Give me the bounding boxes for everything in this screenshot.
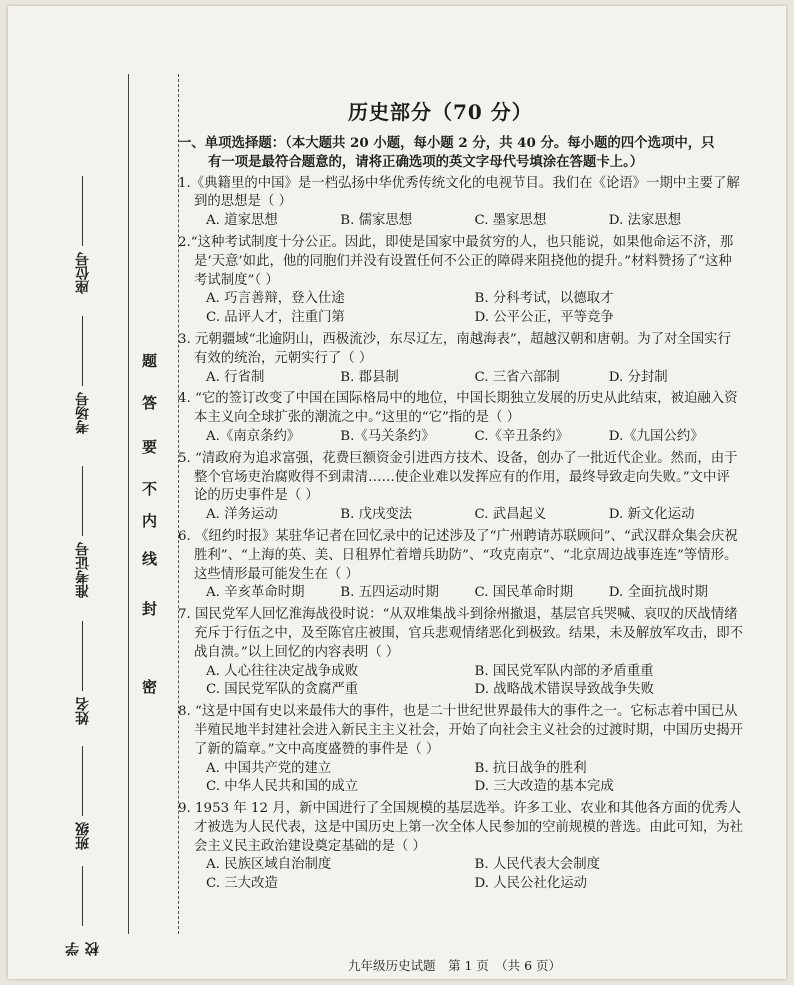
option-group	[178, 663, 743, 701]
seal-char: 题	[142, 352, 158, 370]
answer-option: A. 洋务运动	[206, 507, 278, 523]
seal-char: 不	[142, 480, 158, 498]
answer-option: A. 巧言善辩，登入仕途	[206, 291, 345, 307]
answer-option: D. 新文化运动	[608, 507, 695, 523]
questions	[178, 175, 743, 894]
answer-option: C. 墨家思想	[474, 213, 547, 229]
answer-option: D. 全面抗战时期	[608, 585, 708, 601]
answer-option: A. 行省制	[206, 369, 265, 385]
answer-option: C. 中华人民共和国的成立	[206, 779, 359, 795]
answer-option: B. 国民党军队内部的矛盾重重	[474, 663, 654, 679]
question-stem: 3. 元朝疆域“北逾阴山，西极流沙，东尽辽左，南越海表”，超越汉朝和唐朝。为了对全国实行有效的统治，元朝实行了（ ）	[178, 331, 731, 366]
answer-option: C. 国民革命时期	[474, 585, 574, 601]
seal-char: 答	[142, 394, 158, 412]
field-seat-number: 座位号	[56, 176, 110, 294]
exam-sheet	[8, 6, 786, 979]
question-stem: 8. “这是中国有史以来最伟大的事件，也是二十世纪世界最伟大的事件之一。它标志着中国已从半殖民地半封建社会进入新民主主义社会，开始了向社会主义社会的过渡时期，中国历史揭开了新的篇章。”文中高度盛赞的事件是（ ）	[178, 704, 744, 757]
answer-option: A. 人心往往决定战争成败	[206, 663, 359, 679]
answer-option: C.《辛丑条约》	[474, 428, 569, 444]
answer-option: D. 三大改造的基本完成	[474, 779, 614, 795]
answer-option: C. 武昌起义	[474, 507, 547, 523]
field-underline	[83, 621, 84, 691]
field-underline	[83, 746, 84, 816]
option-group	[178, 290, 743, 328]
answer-option: C. 品评人才，注重门第	[206, 310, 345, 326]
option-group	[178, 212, 743, 231]
seal-warning	[138, 336, 168, 716]
answer-option: B. 抗日战争的胜利	[474, 760, 587, 776]
answer-option: A.《南京条约》	[206, 428, 301, 444]
option-group	[178, 369, 743, 388]
answer-option: D. 分封制	[608, 369, 668, 385]
field-school: 学校	[56, 866, 110, 956]
question-stem: 1.《典籍里的中国》是一档弘扬中华优秀传统文化的电视节目。我们在《论语》一期中主要了解到的思想是（ ）	[178, 175, 740, 210]
field-underline	[83, 176, 84, 246]
question-stem: 5. “清政府为追求富强，花费巨额资金引进西方技术、设备，创办了一批近代企业。然而，由于整个官场吏治腐败得不到肃清……使企业难以发挥应有的作用，最终导致走向失败。”文中评论的历史事件是（ ）	[178, 450, 738, 504]
answer-option: A. 中国共产党的建立	[206, 760, 332, 776]
section-instructions: 一、单项选择题：（本大题共 20 小题，每小题 2 分，共 40 分。每小题的四个选项中，只 有一项是最符合题意的，请将正确选项的英文字母代号填涂在答题卡上。）	[178, 135, 715, 170]
option-group	[178, 584, 743, 603]
answer-option: A. 民族区域自治制度	[206, 857, 332, 873]
field-admission-number: 准考证号	[56, 466, 110, 598]
field-class: 班级	[56, 746, 110, 850]
seal-char: 封	[142, 600, 158, 618]
binding-gutter	[38, 66, 158, 956]
answer-option: A. 道家思想	[206, 213, 278, 229]
option-group	[178, 506, 743, 525]
answer-option: D. 法家思想	[608, 213, 682, 229]
seal-char: 内	[142, 512, 158, 530]
question-stem: 6. 《纽约时报》某驻华记者在回忆录中的记述涉及了“广州聘请苏联顾问”、“武汉群众集会庆祝胜利”、“上海的英、美、日租界忙着增兵助防”、“攻克南京”、“北京周边战事连连”等情形。这些情形最可能发生在（ ）	[178, 528, 738, 582]
question-stem: 2.“这种考试制度十分公正。因此，即使是国家中最贫穷的人，也只能说，如果他命运不济，那是‘天意’如此，他的同胞们并没有设置任何不公正的障碍来阻挠他的提升。”材料赞扬了“这种考试制度”（ ）	[178, 234, 734, 288]
answer-option: B.《马关条约》	[340, 428, 435, 444]
question-stem: 7. 国民党军人回忆淮海战役时说：“从双堆集战斗到徐州撤退，基层官兵哭喊、哀叹的厌战情绪充斥于行伍之中，及至陈官庄被围，官兵悲观情绪恶化到极致。结果，未及解放军攻击，即不战自溃。”以上回忆的内容表明（ ）	[178, 607, 744, 660]
seal-char: 密	[142, 678, 158, 696]
gutter-solid-line	[128, 74, 129, 934]
answer-option: B. 儒家思想	[340, 213, 413, 229]
answer-option: D. 公平公正，平等竞争	[474, 310, 614, 326]
field-name: 姓名	[56, 621, 110, 725]
answer-option: B. 郡县制	[340, 369, 399, 385]
answer-option: D. 人民公社化运动	[474, 876, 588, 892]
field-underline	[83, 316, 84, 386]
page-title: 历史部分（70 分）	[348, 100, 533, 124]
question-stem: 9. 1953 年 12 月，新中国进行了全国规模的基层选举。许多工业、农业和其他各方面的优秀人才被选为人民代表，这是中国历史上第一次全体人民参加的空前规模的普选。由此可知，为社会主义民主政治建设奠定基础的是（ ）	[178, 801, 744, 854]
answer-option: B. 分科考试，以德取才	[474, 291, 614, 307]
seal-char: 要	[142, 438, 158, 456]
answer-option: C. 国民党军队的贪腐严重	[206, 682, 359, 698]
answer-option: C. 三大改造	[206, 876, 278, 892]
question-list	[178, 134, 743, 896]
answer-option: B. 五四运动时期	[340, 585, 439, 601]
option-group	[178, 760, 743, 798]
field-underline	[83, 866, 84, 926]
option-group	[178, 856, 743, 894]
answer-option: D.《九国公约》	[608, 428, 704, 444]
field-underline	[83, 466, 84, 536]
option-group	[178, 428, 743, 447]
question-stem: 4. “它的签订改变了中国在国际格局中的地位，中国长期独立发展的历史从此结束，被迫融入资本主义向全球扩张的潮流之中。”这里的“它”指的是（ ）	[178, 391, 738, 426]
answer-option: B. 戊戌变法	[340, 507, 413, 523]
seal-char: 线	[142, 550, 158, 568]
answer-option: C. 三省六部制	[474, 369, 560, 385]
page-footer: 九年级历史试题 第 1 页 （共 6 页）	[348, 958, 562, 973]
answer-option: B. 人民代表大会制度	[474, 857, 600, 873]
answer-option: A. 辛亥革命时期	[206, 585, 305, 601]
answer-option: D. 战略战术错误导致战争失败	[474, 682, 654, 698]
field-exam-room: 考场号	[56, 316, 110, 434]
